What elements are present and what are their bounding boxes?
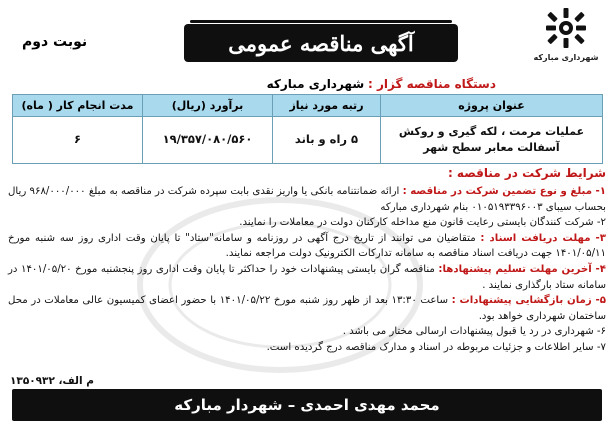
condition-item bbox=[8, 231, 606, 262]
table-row bbox=[13, 117, 603, 164]
condition-5-label: ۵- زمان بازگشایی پیشنهادات : bbox=[451, 295, 607, 307]
condition-item: ۶- شهرداری در رد یا قبول پیشنهادات ارسالی مختار می باشد . bbox=[342, 326, 606, 338]
header-rank: رتبه مورد نیاز bbox=[273, 95, 381, 117]
table-header-row bbox=[13, 95, 603, 117]
condition-item: ۷- سایر اطلاعات و جزئیات مربوطه در اسناد و مدارک مناقصه درج گردیده است. bbox=[266, 341, 606, 353]
cell-duration: ۶ bbox=[13, 117, 143, 164]
agency-label: دستگاه مناقصه گزار : bbox=[367, 77, 496, 91]
condition-3-label: ۳- مهلت دریافت اسناد : bbox=[480, 232, 606, 244]
tender-table bbox=[12, 94, 603, 164]
condition-1-label: ۱- مبلغ و نوع تضمین شرکت در مناقصه : bbox=[402, 186, 607, 197]
condition-4-label: ۴- آخرین مهلت تسلیم پیشنهادها: bbox=[438, 263, 606, 275]
condition-item bbox=[8, 293, 606, 324]
condition-1-text: ارائه ضمانتنامه بانکی یا واریز نقدی بابت سپرده شرکت در مناقصه به مبلغ ۹۶۸/۰۰۰/۰۰۰ ریال بحساب سیبای ۰۱۰۵۱۹۳۳۹۶۰۰۳ بنام شهرداری مبارکه bbox=[8, 186, 606, 213]
header-project: عنوان پروژه bbox=[381, 95, 603, 117]
cell-rank: ۵ راه و باند bbox=[273, 117, 381, 164]
cell-project: عملیات مرمت ، لکه گیری و روکش آسفالت معابر سطح شهر bbox=[381, 117, 603, 164]
conditions-title: شرایط شرکت در مناقصه : bbox=[447, 166, 606, 180]
header-estimate: برآورد (ریال) bbox=[143, 95, 273, 117]
condition-item: ۲- شرکت کنندگان بایستی رعایت قانون منع مداخله کارکنان دولت در معاملات را نمایند. bbox=[239, 217, 606, 229]
condition-3-text: متقاضیان می توانند از تاریخ درج آگهی در روزنامه و سامانه"ستاد" تا پایان وقت اداری روز سه شنبه مورخ ۱۴۰۱/۰۵/۱۱ جهت دریافت اسناد مناقصه به سامانه تدارکات الکترونیک دولت مراجعه نمایند. bbox=[8, 232, 606, 260]
reference-number: م الف، ۱۳۵۰۹۳۲ bbox=[10, 375, 94, 387]
cell-estimate: ۱۹/۳۵۷/۰۸۰/۵۶۰ bbox=[143, 117, 273, 164]
condition-item bbox=[8, 262, 606, 293]
signature-footer: محمد مهدی احمدی – شهردار مبارکه bbox=[12, 389, 602, 421]
agency-line bbox=[267, 77, 496, 91]
logo-emblem-icon bbox=[539, 6, 593, 52]
publication-round: نوبت دوم bbox=[22, 34, 88, 50]
conditions-list bbox=[8, 184, 606, 356]
condition-5-text: ساعت ۱۳:۳۰ بعد از ظهر روز شنبه مورخ ۱۴۰۱/۰۵/۲۲ با حضور اعضای کمیسیون عالی معاملات در محل ساختمان شهرداری خواهد بود. bbox=[8, 295, 606, 322]
condition-4-text: مناقصه گران بایستی پیشنهادات خود را حداکثر تا پایان وقت اداری روز پنجشنبه مورخ ۱۴۰۱/۰۵/۲۰ در سامانه ستاد بارگذاری نمایند . bbox=[8, 263, 606, 291]
municipality-logo bbox=[526, 6, 606, 70]
notice-title: آگهی مناقصه عمومی bbox=[184, 24, 458, 62]
agency-value: شهرداری مبارکه bbox=[266, 77, 365, 91]
condition-item bbox=[8, 184, 606, 215]
header-duration: مدت انجام کار ( ماه) bbox=[13, 95, 143, 117]
logo-caption: شهرداری مبارکه bbox=[533, 53, 599, 62]
